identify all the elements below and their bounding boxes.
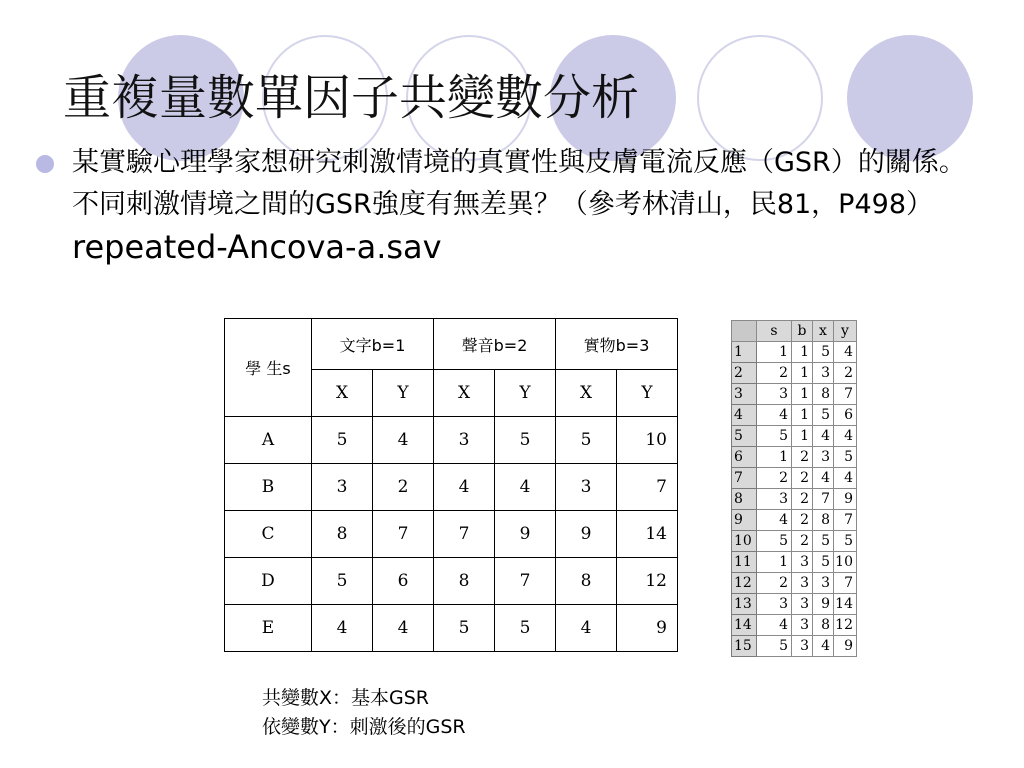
sheet-cell[interactable]: 2 <box>792 489 813 510</box>
table-cell: 10 <box>617 417 678 464</box>
sheet-cell[interactable]: 1 <box>757 342 792 363</box>
sheet-cell[interactable]: 9 <box>813 594 834 615</box>
sheet-cell[interactable]: 4 <box>834 468 857 489</box>
sheet-cell[interactable]: 3 <box>757 384 792 405</box>
sheet-cell[interactable]: 3 <box>792 552 813 573</box>
bullet-paragraph <box>72 142 972 271</box>
table-cell: 5 <box>312 558 373 605</box>
sheet-cell[interactable]: 5 <box>834 531 857 552</box>
sheet-cell[interactable]: 3 <box>813 573 834 594</box>
sheet-row <box>732 363 857 384</box>
table-cell: 3 <box>312 464 373 511</box>
table-cell: 3 <box>434 417 495 464</box>
group-header: 聲音b=2 <box>434 319 556 370</box>
sheet-column-header[interactable]: x <box>813 321 834 342</box>
sheet-cell[interactable]: 5 <box>813 405 834 426</box>
table-row <box>225 464 678 511</box>
sheet-row-number[interactable]: 6 <box>732 447 757 468</box>
sheet-row <box>732 552 857 573</box>
sheet-cell[interactable]: 3 <box>792 615 813 636</box>
table-cell: 4 <box>312 605 373 652</box>
sub-header: Y <box>373 370 434 417</box>
sheet-cell[interactable]: 7 <box>834 510 857 531</box>
sheet-row-number[interactable]: 12 <box>732 573 757 594</box>
table-cell: 6 <box>373 558 434 605</box>
sheet-cell[interactable]: 8 <box>813 384 834 405</box>
sheet-row-number[interactable]: 5 <box>732 426 757 447</box>
sheet-cell[interactable]: 3 <box>757 594 792 615</box>
sheet-row <box>732 426 857 447</box>
sheet-row-number[interactable]: 10 <box>732 531 757 552</box>
sheet-row <box>732 510 857 531</box>
sheet-row-number[interactable]: 7 <box>732 468 757 489</box>
sheet-cell[interactable]: 5 <box>757 426 792 447</box>
table-cell: 7 <box>434 511 495 558</box>
sheet-cell[interactable]: 4 <box>757 405 792 426</box>
table-row <box>225 605 678 652</box>
sheet-cell[interactable]: 5 <box>813 531 834 552</box>
sheet-cell[interactable]: 7 <box>834 384 857 405</box>
sheet-row <box>732 594 857 615</box>
paragraph-text: 某實驗心理學家想研究刺激情境的真實性與皮膚電流反應（GSR）的關係。不同刺激情境之間的GSR強度有無差異？（參考林清山，民81，P498） <box>72 147 966 220</box>
sheet-cell[interactable]: 4 <box>757 510 792 531</box>
sheet-cell[interactable]: 1 <box>792 363 813 384</box>
sheet-cell[interactable]: 4 <box>813 468 834 489</box>
sheet-row-number[interactable]: 8 <box>732 489 757 510</box>
table-cell: 7 <box>617 464 678 511</box>
sheet-cell[interactable]: 1 <box>757 552 792 573</box>
dependent-note: 依變數Y：刺激後的GSR <box>262 716 466 738</box>
sheet-row <box>732 384 857 405</box>
table-row <box>225 558 678 605</box>
sheet-cell[interactable]: 4 <box>813 636 834 657</box>
table-row <box>225 511 678 558</box>
row-label: C <box>225 511 312 558</box>
sheet-row <box>732 468 857 489</box>
sheet-cell[interactable]: 5 <box>757 531 792 552</box>
table-cell: 5 <box>434 605 495 652</box>
table-cell: 4 <box>495 464 556 511</box>
table-cell: 5 <box>556 417 617 464</box>
slide-title: 重複量數單因子共變數分析 <box>63 70 640 126</box>
sheet-cell[interactable]: 7 <box>834 573 857 594</box>
table-cell: 4 <box>434 464 495 511</box>
row-label: A <box>225 417 312 464</box>
sheet-cell[interactable]: 3 <box>792 594 813 615</box>
sheet-row <box>732 615 857 636</box>
sheet-cell[interactable]: 7 <box>813 489 834 510</box>
table-cell: 7 <box>495 558 556 605</box>
sheet-cell[interactable]: 10 <box>834 552 857 573</box>
table-cell: 4 <box>373 605 434 652</box>
sheet-cell[interactable]: 4 <box>834 342 857 363</box>
sheet-row-number[interactable]: 13 <box>732 594 757 615</box>
sub-header: Y <box>617 370 678 417</box>
sheet-row-number[interactable]: 11 <box>732 552 757 573</box>
sheet-row-number[interactable]: 14 <box>732 615 757 636</box>
table-cell: 5 <box>495 417 556 464</box>
table-cell: 9 <box>617 605 678 652</box>
sub-header: Y <box>495 370 556 417</box>
sheet-cell[interactable]: 4 <box>757 615 792 636</box>
sheet-cell[interactable]: 5 <box>834 447 857 468</box>
sheet-cell[interactable]: 8 <box>813 615 834 636</box>
file-name: repeated-Ancova-a.sav <box>72 228 442 266</box>
sheet-cell[interactable]: 3 <box>757 489 792 510</box>
sheet-cell[interactable]: 2 <box>792 468 813 489</box>
table-cell: 4 <box>373 417 434 464</box>
sheet-cell[interactable]: 3 <box>813 447 834 468</box>
table-cell: 5 <box>312 417 373 464</box>
table-cell: 8 <box>434 558 495 605</box>
sheet-row <box>732 489 857 510</box>
sheet-row-number[interactable]: 1 <box>732 342 757 363</box>
data-table <box>224 318 678 652</box>
sheet-row <box>732 636 857 657</box>
sheet-row <box>732 573 857 594</box>
sheet-cell[interactable]: 1 <box>792 342 813 363</box>
table-cell: 12 <box>617 558 678 605</box>
sheet-row-number[interactable]: 9 <box>732 510 757 531</box>
table-cell: 9 <box>556 511 617 558</box>
sheet-column-header[interactable]: s <box>757 321 792 342</box>
sheet-cell[interactable]: 3 <box>792 636 813 657</box>
sheet-row <box>732 342 857 363</box>
sheet-cell[interactable]: 2 <box>757 468 792 489</box>
sheet-cell[interactable]: 8 <box>813 510 834 531</box>
table-cell: 14 <box>617 511 678 558</box>
table-cell: 5 <box>495 605 556 652</box>
sheet-cell[interactable]: 2 <box>792 531 813 552</box>
sheet-row <box>732 405 857 426</box>
sheet-cell[interactable]: 12 <box>834 615 857 636</box>
sheet-cell[interactable]: 5 <box>757 636 792 657</box>
sheet-cell[interactable]: 2 <box>792 510 813 531</box>
row-label: E <box>225 605 312 652</box>
table-cell: 2 <box>373 464 434 511</box>
sub-header: X <box>556 370 617 417</box>
variable-notes <box>262 684 466 742</box>
bullet-icon <box>36 155 54 173</box>
sheet-column-header[interactable]: b <box>792 321 813 342</box>
sheet-cell[interactable]: 1 <box>792 384 813 405</box>
sub-header: X <box>434 370 495 417</box>
table-cell: 4 <box>556 605 617 652</box>
sheet-cell[interactable]: 1 <box>757 447 792 468</box>
sheet-corner <box>732 321 757 342</box>
sheet-cell[interactable]: 2 <box>757 573 792 594</box>
sheet-cell[interactable]: 3 <box>813 363 834 384</box>
sheet-cell[interactable]: 6 <box>834 405 857 426</box>
sheet-column-header[interactable]: y <box>834 321 857 342</box>
sheet-cell[interactable]: 2 <box>757 363 792 384</box>
sheet-cell[interactable]: 1 <box>792 426 813 447</box>
sheet-row-number[interactable]: 3 <box>732 384 757 405</box>
student-header: 學 生s <box>225 319 312 417</box>
table-cell: 8 <box>556 558 617 605</box>
sheet-cell[interactable]: 5 <box>813 342 834 363</box>
sheet-cell[interactable]: 1 <box>792 405 813 426</box>
group-header: 實物b=3 <box>556 319 678 370</box>
sheet-cell[interactable]: 14 <box>834 594 857 615</box>
sheet-row <box>732 447 857 468</box>
covariate-note: 共變數X：基本GSR <box>262 687 430 709</box>
group-header: 文字b=1 <box>312 319 434 370</box>
sheet-row-number[interactable]: 4 <box>732 405 757 426</box>
sheet-row <box>732 531 857 552</box>
table-cell: 7 <box>373 511 434 558</box>
table-row <box>225 417 678 464</box>
sheet-cell[interactable]: 2 <box>834 363 857 384</box>
table-cell: 3 <box>556 464 617 511</box>
sheet-cell[interactable]: 9 <box>834 489 857 510</box>
row-label: B <box>225 464 312 511</box>
sheet-row-number[interactable]: 2 <box>732 363 757 384</box>
sheet-cell[interactable]: 4 <box>813 426 834 447</box>
table-cell: 9 <box>495 511 556 558</box>
table-cell: 8 <box>312 511 373 558</box>
sheet-cell[interactable]: 2 <box>792 447 813 468</box>
sheet-cell[interactable]: 4 <box>834 426 857 447</box>
sheet-row-number[interactable]: 15 <box>732 636 757 657</box>
row-label: D <box>225 558 312 605</box>
sub-header: X <box>312 370 373 417</box>
sheet-cell[interactable]: 3 <box>792 573 813 594</box>
sheet-cell[interactable]: 5 <box>813 552 834 573</box>
spreadsheet-grid <box>731 320 857 657</box>
sheet-cell[interactable]: 9 <box>834 636 857 657</box>
